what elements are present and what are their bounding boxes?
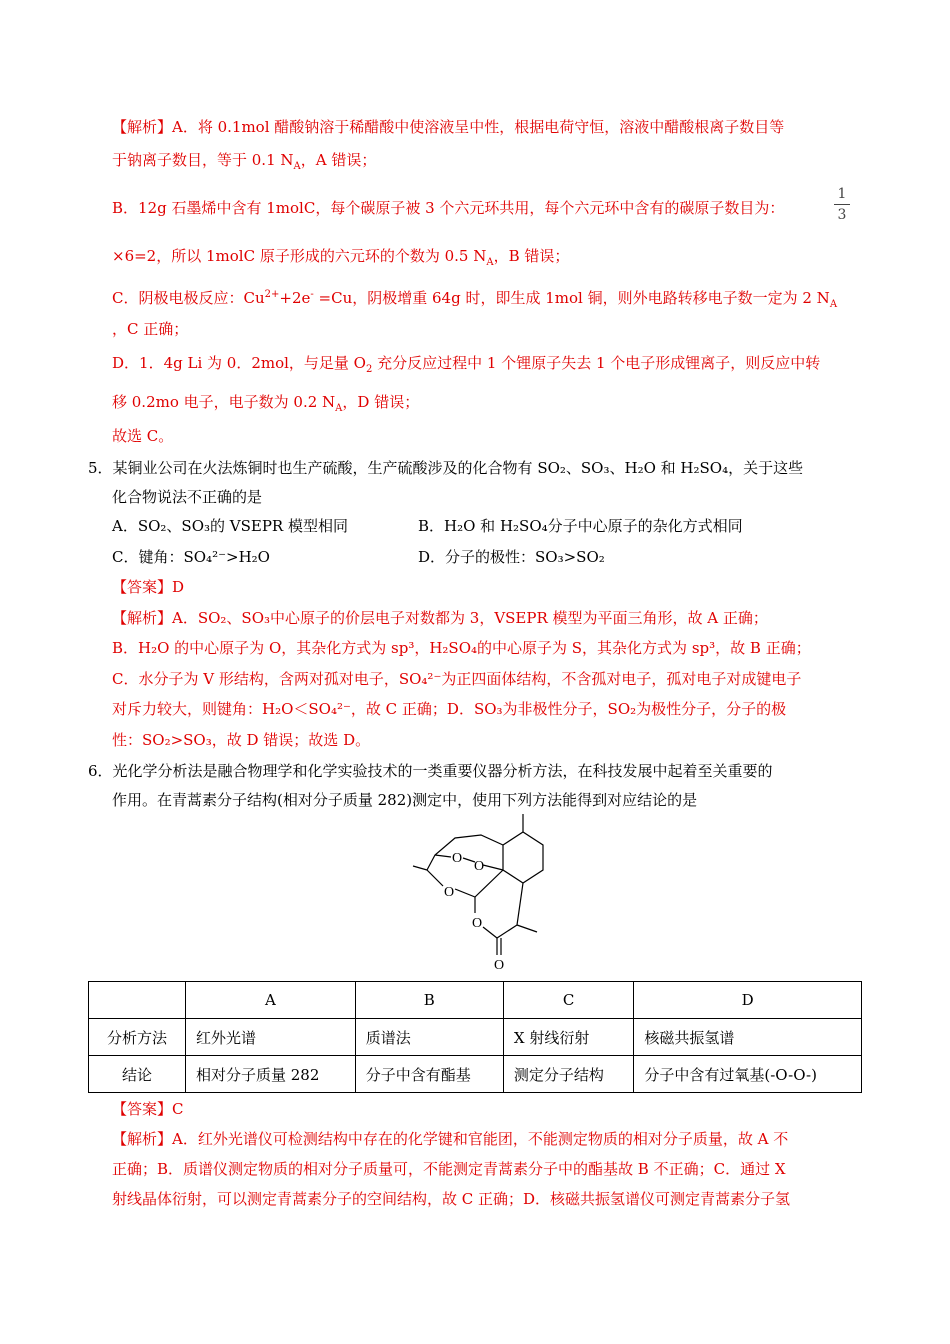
- table-cell: 红外光谱: [186, 1019, 356, 1056]
- artemisinin-structure-diagram: [405, 810, 565, 972]
- q5-analysis-line3: C．水分子为 V 形结构，含两对孤对电子，SO₄²⁻为正四面体结构，不含孤对电子，孤对电子对成键电子: [112, 670, 802, 688]
- table-header-cell: A: [186, 982, 356, 1019]
- table-cell: 分析方法: [89, 1019, 186, 1056]
- q4-analysis-c-line1: C．阴极电极反应：$Cu^{2+}+2e^- =Cu$，阴极增重 64g 时，即生成 1mol 铜，则外电路转移电子数一定为 2 $N_A$: [112, 289, 838, 310]
- q4-analysis-b-line1: B．12g 石墨烯中含有 1molC，每个碳原子被 3 个六元环共用，每个六元环中含有的碳原子数目为：: [112, 199, 785, 217]
- table-cell: 相对分子质量 282: [186, 1056, 356, 1093]
- q5-stem-line1: 5．某铜业公司在火法炼铜时也生产硫酸，生产硫酸涉及的化合物有 SO₂、SO₃、H₂O 和 H₂SO₄，关于这些: [88, 459, 804, 477]
- analysis-methods-table: [88, 981, 862, 1093]
- table-cell: 核磁共振氢谱: [634, 1019, 862, 1056]
- q4-conclusion: 故选 C。: [112, 427, 174, 445]
- q4-analysis-b-line2: ×6=2，所以 1molC 原子形成的六元环的个数为 0.5 $N_A$，B 错误；: [112, 247, 570, 268]
- table-header-cell: C: [503, 982, 634, 1019]
- q4-analysis-a-line2: 于钠离子数目，等于 0.1 $N_A$，A 错误；: [112, 151, 377, 172]
- q5-stem-line2: 化合物说法不正确的是: [112, 488, 263, 506]
- table-cell: 分子中含有过氧基(-O-O-): [634, 1056, 862, 1093]
- table-header-cell: [89, 982, 186, 1019]
- q6-analysis-line3: 射线晶体衍射，可以测定青蒿素分子的空间结构，故 C 正确；D．核磁共振氢谱仪可测定青蒿素分子氢: [112, 1190, 791, 1208]
- q4-analysis-a-line1: 【解析】A．将 0.1mol 醋酸钠溶于稀醋酸中使溶液呈中性，根据电荷守恒，溶液中醋酸根离子数目等: [112, 118, 785, 136]
- q5-analysis-line2: B．H₂O 的中心原子为 O，其杂化方式为 sp³，H₂SO₄的中心原子为 S，其杂化方式为 sp³，故 B 正确；: [112, 639, 811, 657]
- peroxide-oxygen-1: O: [451, 851, 463, 866]
- q5-option-b: B．H₂O 和 H₂SO₄分子中心原子的杂化方式相同: [418, 517, 743, 535]
- carbonyl-oxygen: O: [493, 958, 505, 972]
- table-header-cell: D: [634, 982, 862, 1019]
- ether-oxygen: O: [443, 885, 455, 900]
- table-header-row: [89, 982, 862, 1019]
- q5-analysis-line4: 对斥力较大，则键角：H₂O＜SO₄²⁻，故 C 正确；D．SO₃为非极性分子，SO₂为极性分子，分子的极: [112, 700, 787, 718]
- q4-analysis-d-line1: D．1．4g Li 为 0．2mol，与足量 $O_2$ 充分反应过程中 1 个锂原子失去 1 个电子形成锂离子，则反应中转: [112, 354, 821, 375]
- molecule-bonds: [413, 814, 543, 955]
- lactone-oxygen: O: [471, 916, 483, 931]
- q5-option-d: D．分子的极性：SO₃>SO₂: [418, 548, 605, 566]
- q5-option-c: C．键角：SO₄²⁻>H₂O: [112, 548, 270, 566]
- q4-analysis-d-line2: 移 0.2mo 电子，电子数为 0.2 $N_A$，D 错误；: [112, 393, 420, 414]
- table-cell: 分子中含有酯基: [355, 1056, 503, 1093]
- table-header-cell: B: [355, 982, 503, 1019]
- q6-analysis-line1: 【解析】A．红外光谱仪可检测结构中存在的化学键和官能团，不能测定物质的相对分子质量，故 A 不: [112, 1130, 789, 1148]
- table-cell: 质谱法: [355, 1019, 503, 1056]
- table-row: [89, 1019, 862, 1056]
- q5-analysis-line5: 性：SO₂>SO₃，故 D 错误；故选 D。: [112, 731, 371, 749]
- q6-analysis-line2: 正确；B．质谱仪测定物质的相对分子质量可，不能测定青蒿素分子中的酯基故 B 不正确；C．通过 X: [112, 1160, 786, 1178]
- table-cell: 结论: [89, 1056, 186, 1093]
- peroxide-oxygen-2: O: [473, 859, 485, 874]
- q4-analysis-c-line2: ，C 正确；: [112, 320, 189, 338]
- q5-answer: 【答案】D: [112, 578, 185, 596]
- fraction-one-third: 1 3: [834, 186, 850, 223]
- q6-stem-line1: 6．光化学分析法是融合物理学和化学实验技术的一类重要仪器分析方法，在科技发展中起着至关重要的: [88, 762, 773, 780]
- table-row: [89, 1056, 862, 1093]
- q5-analysis-line1: 【解析】A．SO₂、SO₃中心原子的价层电子对数都为 3，VSEPR 模型为平面三角形，故 A 正确；: [112, 609, 768, 627]
- table-cell: X 射线衍射: [503, 1019, 634, 1056]
- q6-stem-line2: 作用。在青蒿素分子结构(相对分子质量 282)测定中，使用下列方法能得到对应结论的是: [112, 791, 698, 809]
- q5-option-a: A．SO₂、SO₃的 VSEPR 模型相同: [112, 517, 348, 535]
- q6-answer: 【答案】C: [112, 1100, 184, 1118]
- table-cell: 测定分子结构: [503, 1056, 634, 1093]
